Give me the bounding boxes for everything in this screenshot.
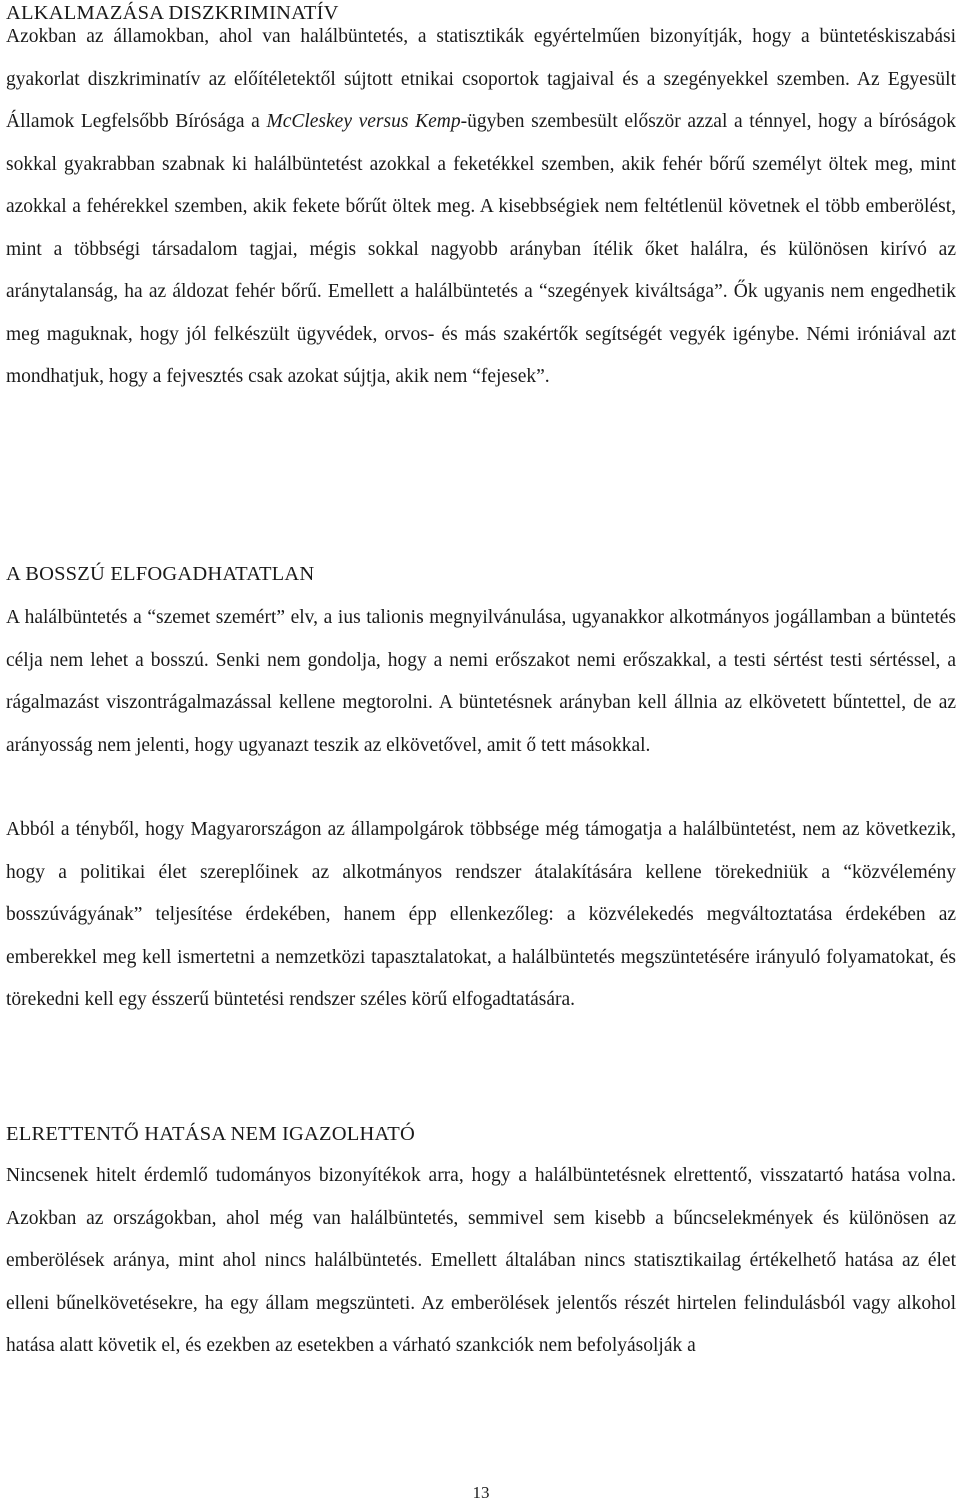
- section-heading-deterrence: ELRETTENTŐ HATÁSA NEM IGAZOLHATÓ: [6, 1123, 415, 1145]
- section-heading-discriminative: ALKALMAZÁSA DISZKRIMINATÍV: [6, 2, 339, 24]
- paragraph-deterrence: Nincsenek hitelt érdemlő tudományos bizonyítékok arra, hogy a halálbüntetésnek elrettentő, visszatartó hatása volna. Azokban az országokban, ahol még van halálbüntetés, semmivel sem kisebb a bűncselekmények és különösen az emberölések aránya, mint ahol nincs halálbüntetés. Emellett általában nincs statisztikailag értékelhető hatása az élet elleni bűnelkövetésekre, ha egy állam megszünteti. Az emberölések jelentős részét hirtelen felindulásból vagy alkohol hatása alatt követik el, és ezekben az esetekben a várható szankciók nem befolyásolják a: [6, 1165, 956, 1356]
- case-name-italic: McCleskey versus Kemp: [266, 111, 461, 132]
- paragraph-discrimination: [6, 16, 956, 399]
- section-heading-revenge: A BOSSZÚ ELFOGADHATATLAN: [6, 563, 315, 585]
- paragraph-text: -ügyben szembesült először azzal a ténnyel, hogy a bíróságok sokkal gyakrabban szabnak ki halálbüntetést azokkal a feketékkel szemben, akik fehér bőrű személyt öltek meg, mint azokkal a fehérekkel szemben, akik fekete bőrűt öltek meg. A kisebbségiek nem feltétlenül követnek el több emberölést, mint a többségi társadalom tagjai, mégis sokkal nagyobb arányban ítélik őket halálra, és különösen kirívó az aránytalanság, ha az áldozat fehér bőrű. Emellett a halálbüntetés a “szegények kiváltsága”. Ők ugyanis nem engedhetik meg maguknak, hogy jól felkészült ügyvédek, orvos- és más szakértők segítségét vegyék igénybe. Némi iróniával azt mondhatjuk, hogy a fejvesztés csak azokat sújtja, akik nem “fejesek”.: [6, 111, 956, 387]
- paragraph-revenge-2: Abból a tényből, hogy Magyarországon az állampolgárok többsége még támogatja a halálbüntetést, nem az következik, hogy a politikai élet szereplőinek az alkotmányos rendszer átalakítására kellene törekedniük a “közvélemény bosszúvágyának” teljesítése érdekében, hanem épp ellenkezőleg: a közvélekedés megváltoztatása érdekében az emberekkel meg kell ismertetni a nemzetközi tapasztalatokat, a halálbüntetés megszüntetésére irányuló folyamatokat, és törekedni kell egy ésszerű büntetési rendszer széles körű elfogadtatására.: [6, 819, 956, 1010]
- paragraph-text: Azokban az államokban, ahol van halálbüntetés, a statisztikák egyértelműen bizonyítják, hogy a büntetéskiszabási gyakorlat diszkriminatív az előítéletektől sújtott etnikai csoportok tagjaival és a szegényekkel szemben. Az Egyesült Államok Legfelsőbb Bírósága a: [6, 26, 956, 132]
- page-number: 13: [472, 1483, 490, 1502]
- paragraph-revenge-1: A halálbüntetés a “szemet szemért” elv, a ius talionis megnyilvánulása, ugyanakkor alkotmányos jogállamban a büntetés célja nem lehet a bosszú. Senki nem gondolja, hogy a nemi erőszakot nemi erőszakkal, a testi sértést testi sértéssel, a rágalmazást viszontrágalmazással kellene megtorolni. A büntetésnek arányban kell állnia az elkövetett bűntettel, de az arányosság nem jelenti, hogy ugyanazt teszik az elkövetővel, amit ő tett másokkal.: [6, 607, 956, 756]
